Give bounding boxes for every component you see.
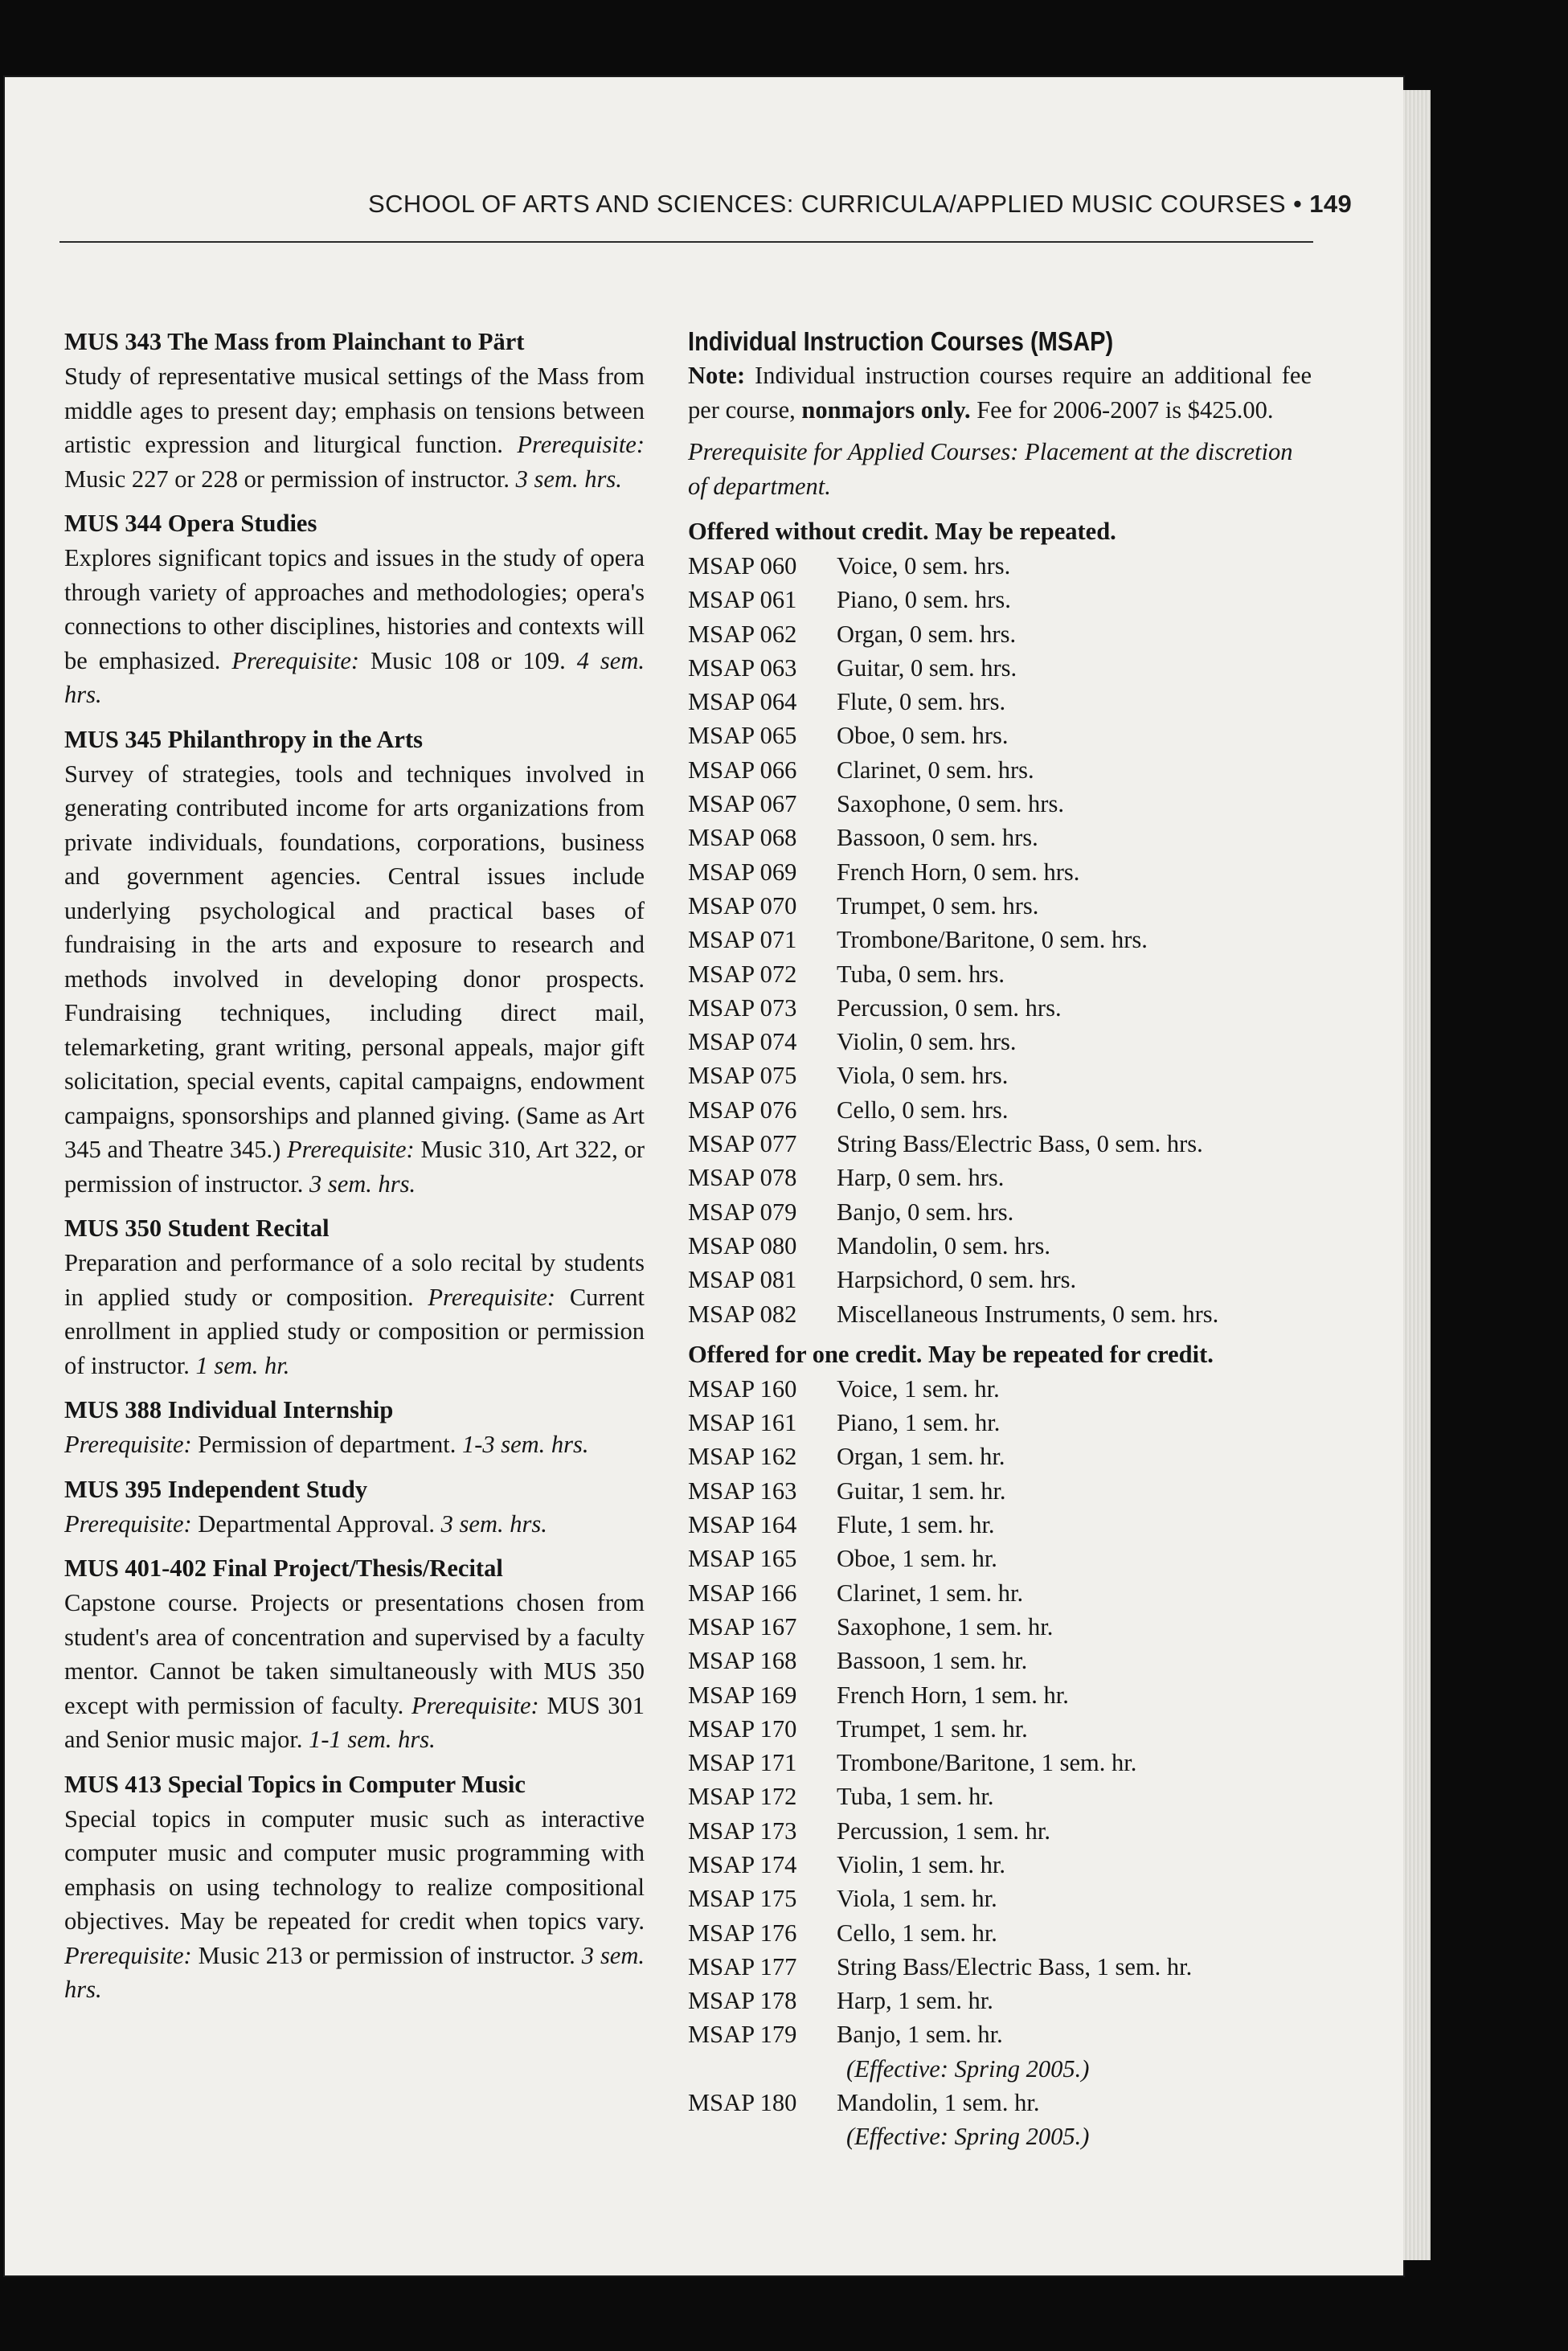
course-row bbox=[688, 1508, 1312, 1542]
course-code: MSAP 082 bbox=[688, 1300, 797, 1328]
course-row bbox=[688, 957, 1312, 991]
course-code: MSAP 161 bbox=[688, 1409, 797, 1437]
running-head-text: SCHOOL OF ARTS AND SCIENCES: CURRICULA/APPLIED MUSIC COURSES bbox=[368, 190, 1286, 218]
course-desc: Harpsichord, 0 sem. hrs. bbox=[837, 1266, 1077, 1294]
prereq-label: Prerequisite: bbox=[428, 1283, 556, 1311]
course-description bbox=[64, 1246, 645, 1382]
course-code: MSAP 072 bbox=[688, 960, 797, 988]
course-credit: 1 sem. hr. bbox=[195, 1351, 290, 1379]
course-code: MSAP 162 bbox=[688, 1443, 797, 1471]
effective-note: (Effective: Spring 2005.) bbox=[846, 2054, 1090, 2083]
course-desc: Harp, 0 sem. hrs. bbox=[837, 1164, 1005, 1192]
course-row bbox=[688, 1576, 1312, 1610]
effective-note: (Effective: Spring 2005.) bbox=[846, 2123, 1090, 2151]
course-desc: Flute, 0 sem. hrs. bbox=[837, 688, 1006, 716]
page-edge bbox=[1403, 90, 1431, 2260]
course-code: MSAP 068 bbox=[688, 824, 797, 852]
course-desc: Flute, 1 sem. hr. bbox=[837, 1511, 995, 1539]
course-code: MSAP 075 bbox=[688, 1062, 797, 1090]
course-credit: 3 sem. hrs. bbox=[309, 1169, 416, 1198]
prereq-text: Permission of department. bbox=[198, 1431, 456, 1458]
course-desc: Mandolin, 1 sem. hr. bbox=[837, 2089, 1040, 2117]
course-desc: Viola, 0 sem. hrs. bbox=[837, 1062, 1009, 1090]
course-row bbox=[688, 1372, 1312, 1406]
course-entry bbox=[64, 325, 645, 496]
prereq-text: Departmental Approval. bbox=[198, 1509, 436, 1538]
course-code: MSAP 168 bbox=[688, 1647, 797, 1675]
running-header bbox=[368, 190, 1353, 219]
course-row bbox=[688, 1127, 1312, 1161]
course-row bbox=[688, 1746, 1312, 1780]
course-code: MSAP 074 bbox=[688, 1028, 797, 1056]
group-heading: Offered without credit. May be repeated. bbox=[688, 518, 1116, 545]
course-desc: Harp, 1 sem. hr. bbox=[837, 1987, 993, 2015]
course-desc: Trumpet, 0 sem. hrs. bbox=[837, 891, 1039, 920]
fee-note bbox=[688, 358, 1312, 427]
course-desc: Oboe, 1 sem. hr. bbox=[837, 1545, 997, 1573]
course-entry bbox=[64, 1393, 645, 1462]
course-description bbox=[64, 1507, 645, 1542]
course-row bbox=[688, 549, 1312, 583]
note-text: Fee for 2006-2007 is $425.00. bbox=[976, 395, 1274, 424]
course-row bbox=[688, 1297, 1312, 1331]
course-desc: Violin, 1 sem. hr. bbox=[837, 1850, 1005, 1878]
course-row bbox=[688, 1644, 1312, 1677]
course-code: MSAP 180 bbox=[688, 2089, 797, 2117]
course-code: MSAP 173 bbox=[688, 1816, 797, 1845]
prereq-label: Prerequisite: bbox=[517, 431, 645, 458]
course-row bbox=[688, 1610, 1312, 1644]
course-title: MUS 350 Student Recital bbox=[64, 1214, 330, 1242]
course-title: MUS 401-402 Final Project/Thesis/Recital bbox=[64, 1554, 503, 1582]
course-code: MSAP 060 bbox=[688, 552, 797, 580]
course-title: MUS 388 Individual Internship bbox=[64, 1396, 394, 1423]
course-code: MSAP 071 bbox=[688, 926, 797, 954]
section-heading: Individual Instruction Courses (MSAP) bbox=[688, 326, 1114, 356]
course-desc: Trombone/Baritone, 0 sem. hrs. bbox=[837, 926, 1148, 954]
course-desc: Violin, 0 sem. hrs. bbox=[837, 1028, 1017, 1056]
prereq-text: Current enrollment in applied study or composition or permission of instructor. bbox=[64, 1283, 645, 1379]
course-description bbox=[64, 1802, 645, 2007]
note-label: Note: bbox=[688, 362, 746, 389]
course-code: MSAP 174 bbox=[688, 1850, 797, 1878]
course-desc: French Horn, 1 sem. hr. bbox=[837, 1681, 1069, 1709]
course-entry bbox=[64, 1472, 645, 1542]
course-credit: 3 sem. hrs. bbox=[515, 465, 622, 493]
course-code: MSAP 064 bbox=[688, 688, 797, 716]
course-desc: Saxophone, 1 sem. hr. bbox=[837, 1612, 1054, 1640]
course-row bbox=[688, 1542, 1312, 1575]
course-desc: Clarinet, 1 sem. hr. bbox=[837, 1579, 1024, 1607]
group-heading: Offered for one credit. May be repeated for credit. bbox=[688, 1340, 1214, 1368]
course-code: MSAP 163 bbox=[688, 1477, 797, 1505]
course-credit: 1-1 sem. hrs. bbox=[309, 1726, 436, 1753]
course-desc: Organ, 1 sem. hr. bbox=[837, 1443, 1005, 1471]
course-code: MSAP 170 bbox=[688, 1714, 797, 1743]
course-row bbox=[688, 889, 1312, 923]
course-desc: Percussion, 0 sem. hrs. bbox=[837, 993, 1062, 1022]
course-desc: Clarinet, 0 sem. hrs. bbox=[837, 756, 1034, 784]
course-title: MUS 343 The Mass from Plainchant to Pärt bbox=[64, 328, 525, 355]
group-spacer bbox=[688, 1331, 1312, 1337]
course-code: MSAP 080 bbox=[688, 1231, 797, 1259]
prereq-label: Prerequisite: bbox=[231, 646, 360, 674]
course-code: MSAP 070 bbox=[688, 891, 797, 920]
course-code: MSAP 081 bbox=[688, 1266, 797, 1294]
course-row bbox=[688, 923, 1312, 956]
course-row bbox=[688, 1712, 1312, 1746]
course-row bbox=[688, 617, 1312, 651]
course-row bbox=[688, 1059, 1312, 1092]
header-rule bbox=[59, 241, 1313, 243]
course-desc: Trumpet, 1 sem. hr. bbox=[837, 1714, 1028, 1743]
course-desc: Trombone/Baritone, 1 sem. hr. bbox=[837, 1749, 1137, 1777]
course-entry bbox=[64, 506, 645, 712]
course-row bbox=[688, 1229, 1312, 1263]
course-desc: Oboe, 0 sem. hrs. bbox=[837, 722, 1009, 750]
course-row bbox=[688, 1474, 1312, 1508]
course-desc: Guitar, 0 sem. hrs. bbox=[837, 653, 1017, 682]
course-row bbox=[688, 1916, 1312, 1950]
course-row bbox=[688, 1950, 1312, 1984]
course-credit: 3 sem. hrs. bbox=[440, 1509, 547, 1538]
course-row bbox=[688, 1161, 1312, 1194]
prereq-label: Prerequisite: bbox=[287, 1136, 415, 1163]
course-row bbox=[688, 1025, 1312, 1059]
course-body-text: Preparation and performance of a solo recital by students in applied study or composition. bbox=[64, 1249, 645, 1311]
course-description bbox=[64, 757, 645, 1202]
course-code: MSAP 067 bbox=[688, 790, 797, 818]
course-list bbox=[688, 1372, 1312, 2154]
applied-prereq: Prerequisite for Applied Courses: Placement at the discretion of department. bbox=[688, 438, 1293, 500]
note-text: Individual instruction courses require an additional fee per course, bbox=[688, 362, 1312, 424]
note-emphasis: nonmajors only. bbox=[801, 395, 971, 424]
course-row bbox=[688, 719, 1312, 752]
course-row bbox=[688, 1093, 1312, 1127]
course-row bbox=[688, 1780, 1312, 1813]
course-code: MSAP 179 bbox=[688, 2021, 797, 2049]
course-code: MSAP 079 bbox=[688, 1198, 797, 1226]
course-row bbox=[688, 1814, 1312, 1848]
course-row bbox=[688, 1195, 1312, 1229]
course-row bbox=[688, 2017, 1312, 2051]
course-desc: Banjo, 1 sem. hr. bbox=[837, 2021, 1003, 2049]
course-row bbox=[688, 1263, 1312, 1296]
course-code: MSAP 069 bbox=[688, 858, 797, 886]
course-body-text: Explores significant topics and issues in the study of opera through variety of approaches and methodologies; opera's connections to other disciplines, histories and contexts will be emphasized. bbox=[64, 544, 645, 674]
course-credit: 4 sem. hrs. bbox=[64, 646, 645, 708]
course-desc: Percussion, 1 sem. hr. bbox=[837, 1816, 1051, 1845]
course-title: MUS 395 Independent Study bbox=[64, 1475, 368, 1503]
course-desc: String Bass/Electric Bass, 0 sem. hrs. bbox=[837, 1130, 1203, 1158]
course-title: MUS 344 Opera Studies bbox=[64, 510, 317, 537]
course-code: MSAP 160 bbox=[688, 1374, 797, 1403]
course-description bbox=[64, 359, 645, 496]
course-entry bbox=[64, 1551, 645, 1757]
course-row bbox=[688, 1882, 1312, 1915]
course-desc: Bassoon, 1 sem. hr. bbox=[837, 1647, 1028, 1675]
course-row bbox=[688, 1984, 1312, 2017]
course-body-text: Survey of strategies, tools and techniques involved in generating contributed income for arts organizations from private individuals, foundations, corporations, business and government agencies. Central issues include underlying psychological and practical bases of fundraising in the arts and exposure to research and methods involved in developing donor prospects. Fundraising techniques, including direct mail, telemarketing, grant writing, personal appeals, major gift solicitation, special events, capital campaigns, endowment campaigns, sponsorships and planned giving. (Same as Art 345 and Theatre 345.) bbox=[64, 760, 645, 1163]
course-code: MSAP 175 bbox=[688, 1885, 797, 1913]
course-row bbox=[688, 855, 1312, 889]
course-desc: Cello, 1 sem. hr. bbox=[837, 1919, 997, 1947]
course-desc: Guitar, 1 sem. hr. bbox=[837, 1477, 1006, 1505]
course-code: MSAP 073 bbox=[688, 993, 797, 1022]
course-desc: Piano, 1 sem. hr. bbox=[837, 1409, 1001, 1437]
course-desc: Voice, 0 sem. hrs. bbox=[837, 552, 1011, 580]
course-description bbox=[64, 1427, 645, 1462]
prereq-text: Music 108 or 109. bbox=[371, 646, 566, 674]
course-desc: Miscellaneous Instruments, 0 sem. hrs. bbox=[837, 1300, 1219, 1328]
course-code: MSAP 061 bbox=[688, 586, 797, 614]
course-row bbox=[688, 2086, 1312, 2120]
course-desc: Mandolin, 0 sem. hrs. bbox=[837, 1231, 1051, 1259]
course-code: MSAP 077 bbox=[688, 1130, 797, 1158]
course-code: MSAP 166 bbox=[688, 1579, 797, 1607]
course-code: MSAP 167 bbox=[688, 1612, 797, 1640]
course-entry bbox=[64, 1767, 645, 2007]
course-code: MSAP 172 bbox=[688, 1783, 797, 1811]
course-code: MSAP 165 bbox=[688, 1545, 797, 1573]
prereq-label: Prerequisite: bbox=[64, 1941, 192, 1969]
course-entry bbox=[64, 723, 645, 1202]
course-description bbox=[64, 1586, 645, 1757]
course-desc: Cello, 0 sem. hrs. bbox=[837, 1096, 1009, 1124]
course-row bbox=[688, 991, 1312, 1025]
course-desc: Piano, 0 sem. hrs. bbox=[837, 586, 1011, 614]
course-body-text: Special topics in computer music such as interactive computer music and computer music programming with emphasis on using technology to realize compositional objectives. May be repeated for credit when topics vary. bbox=[64, 1804, 645, 1935]
course-row bbox=[688, 1848, 1312, 1882]
course-credit: 1-3 sem. hrs. bbox=[461, 1431, 589, 1458]
course-row bbox=[688, 685, 1312, 719]
course-desc: Tuba, 1 sem. hr. bbox=[837, 1783, 994, 1811]
prereq-text: Music 227 or 228 or permission of instructor. bbox=[64, 465, 510, 493]
course-code: MSAP 169 bbox=[688, 1681, 797, 1709]
course-code: MSAP 078 bbox=[688, 1164, 797, 1192]
right-column bbox=[688, 325, 1312, 2154]
prereq-text: Music 310, Art 322, or permission of instructor. bbox=[64, 1136, 645, 1198]
course-row bbox=[688, 1440, 1312, 1473]
course-code: MSAP 065 bbox=[688, 722, 797, 750]
course-title: MUS 413 Special Topics in Computer Music bbox=[64, 1770, 526, 1798]
course-desc: Saxophone, 0 sem. hrs. bbox=[837, 790, 1064, 818]
prereq-label: Prerequisite: bbox=[64, 1431, 192, 1458]
course-desc: Organ, 0 sem. hrs. bbox=[837, 620, 1017, 648]
course-row bbox=[688, 651, 1312, 685]
course-title: MUS 345 Philanthropy in the Arts bbox=[64, 725, 423, 753]
course-row bbox=[688, 583, 1312, 616]
prereq-text: Music 213 or permission of instructor. bbox=[198, 1941, 575, 1969]
course-code: MSAP 171 bbox=[688, 1749, 797, 1777]
course-desc: Voice, 1 sem. hr. bbox=[837, 1374, 1000, 1403]
course-desc: Bassoon, 0 sem. hrs. bbox=[837, 824, 1038, 852]
course-desc: String Bass/Electric Bass, 1 sem. hr. bbox=[837, 1952, 1193, 1980]
course-code: MSAP 164 bbox=[688, 1511, 797, 1539]
course-row bbox=[688, 821, 1312, 854]
course-row bbox=[688, 1406, 1312, 1440]
header-bullet: • bbox=[1292, 190, 1303, 218]
course-row bbox=[688, 787, 1312, 821]
course-row bbox=[688, 1678, 1312, 1712]
course-code: MSAP 066 bbox=[688, 756, 797, 784]
course-body-text: Study of representative musical settings of the Mass from middle ages to present day; emphasis on tensions between artistic expression and liturgical function. bbox=[64, 362, 645, 458]
course-desc: Viola, 1 sem. hr. bbox=[837, 1885, 997, 1913]
course-body-text: Capstone course. Projects or presentations chosen from student's area of concentration and supervised by a faculty mentor. Cannot be taken simultaneously with MUS 350 except with permission of faculty. bbox=[64, 1589, 645, 1719]
course-code: MSAP 062 bbox=[688, 620, 797, 648]
course-row bbox=[688, 753, 1312, 787]
course-list bbox=[688, 549, 1312, 1331]
course-desc: Tuba, 0 sem. hrs. bbox=[837, 960, 1005, 988]
prereq-label: Prerequisite: bbox=[64, 1509, 192, 1538]
course-code: MSAP 178 bbox=[688, 1987, 797, 2015]
course-code: MSAP 063 bbox=[688, 653, 797, 682]
course-desc: French Horn, 0 sem. hrs. bbox=[837, 858, 1080, 886]
course-code: MSAP 176 bbox=[688, 1919, 797, 1947]
page-number: 149 bbox=[1309, 190, 1353, 218]
course-credit: 3 sem. hrs. bbox=[64, 1941, 645, 2003]
course-entry bbox=[64, 1211, 645, 1382]
prereq-label: Prerequisite: bbox=[411, 1691, 539, 1719]
left-column bbox=[64, 325, 645, 2017]
course-desc: Banjo, 0 sem. hrs. bbox=[837, 1198, 1014, 1226]
course-code: MSAP 076 bbox=[688, 1096, 797, 1124]
prereq-text: MUS 301 and Senior music major. bbox=[64, 1691, 645, 1753]
course-code: MSAP 177 bbox=[688, 1952, 797, 1980]
course-description bbox=[64, 541, 645, 712]
